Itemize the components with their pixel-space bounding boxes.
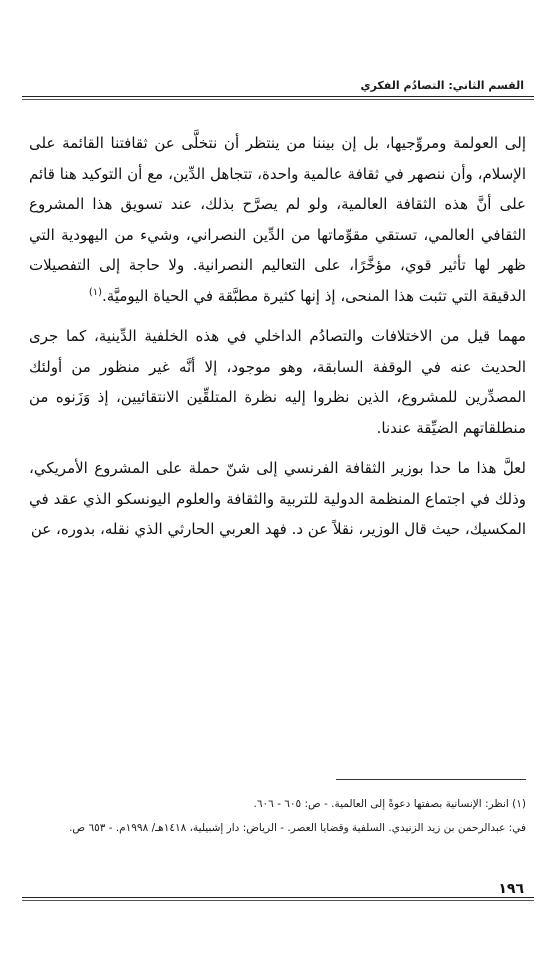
header-rule — [22, 96, 534, 97]
footnotes — [26, 792, 526, 840]
paragraph-2: مهما قيل من الاختلافات والتصادُم الداخلي في هذه الخلفية الدِّينية، كما جرى الحديث عنه في الوقفة السابقة، وهو موجود، إلا أنَّه غير منظور من أولئك المصدِّرين للمشروع، الذين نظروا إليه نظرة المتلقِّين الانتقائيين، إذ وَزَنوه من منطلقاتهم الضيِّقة عندنا. — [29, 327, 526, 437]
header-rule-thin — [22, 99, 534, 100]
footer-rule-thin — [22, 900, 534, 901]
page-number: ١٩٦ — [492, 881, 524, 897]
header-title: القسم الثاني: التصادُم الفكري — [360, 79, 524, 92]
paragraph-3: لعلَّ هذا ما حدا بوزير الثقافة الفرنسي إلى شنّ حملة على المشروع الأمريكي، وذلك في اجتماع المنظمة الدولية للتربية والثقافة والعلوم اليونسكو الذي عقد في المكسيك، حيث قال الوزير، نقلاً عن د. فهد العربي الحارثي الذي نقله، بدوره، عن — [29, 459, 526, 538]
main-text — [29, 128, 526, 545]
footer-rule — [22, 897, 534, 898]
footnote-marker: (١) — [88, 286, 103, 298]
footnote-line-2: في: عبدالرحمن بن زيد الزنيدي. السلفية وقضايا العصر. - الرياض: دار إشبيلية، ١٤١٨هـ/ ١٩٩٨م. - ٦٥٣ ص. — [69, 822, 526, 834]
paragraph-1-text: إلى العولمة ومروِّجيها، بل إن بيننا من ينتظر أن نتخلَّى عن ثقافتنا القائمة على الإسلام، وأن ننصهر في ثقافة عالمية واحدة، تتجاهل الدِّين، مع أن التوكيد هنا قائم على أنَّ هذه الثقافة العالمية، ولو لم يصرَّح بذلك، عند تسويق هذا المشروع الثقافي العالمي، تستقي مقوِّماتها من الدِّين النصراني، وشيء من اليهودية التي ظهر لها تأثير قوي، مؤخَّرًا، على التعاليم النصرانية. ولا حاجة إلى التفصيلات الدقيقة التي تثبت هذا المنحى، إذ إنها كثيرة مطبَّقة في الحياة اليوميَّة. — [29, 134, 526, 305]
footnote-separator — [336, 779, 526, 780]
footnote-line-1: (١) انظر: الإنسانية بصفتها دعوةً إلى العالمية. - ص: ٦٠٥ - ٦٠٦. — [253, 798, 526, 810]
paragraph-1 — [29, 128, 526, 311]
